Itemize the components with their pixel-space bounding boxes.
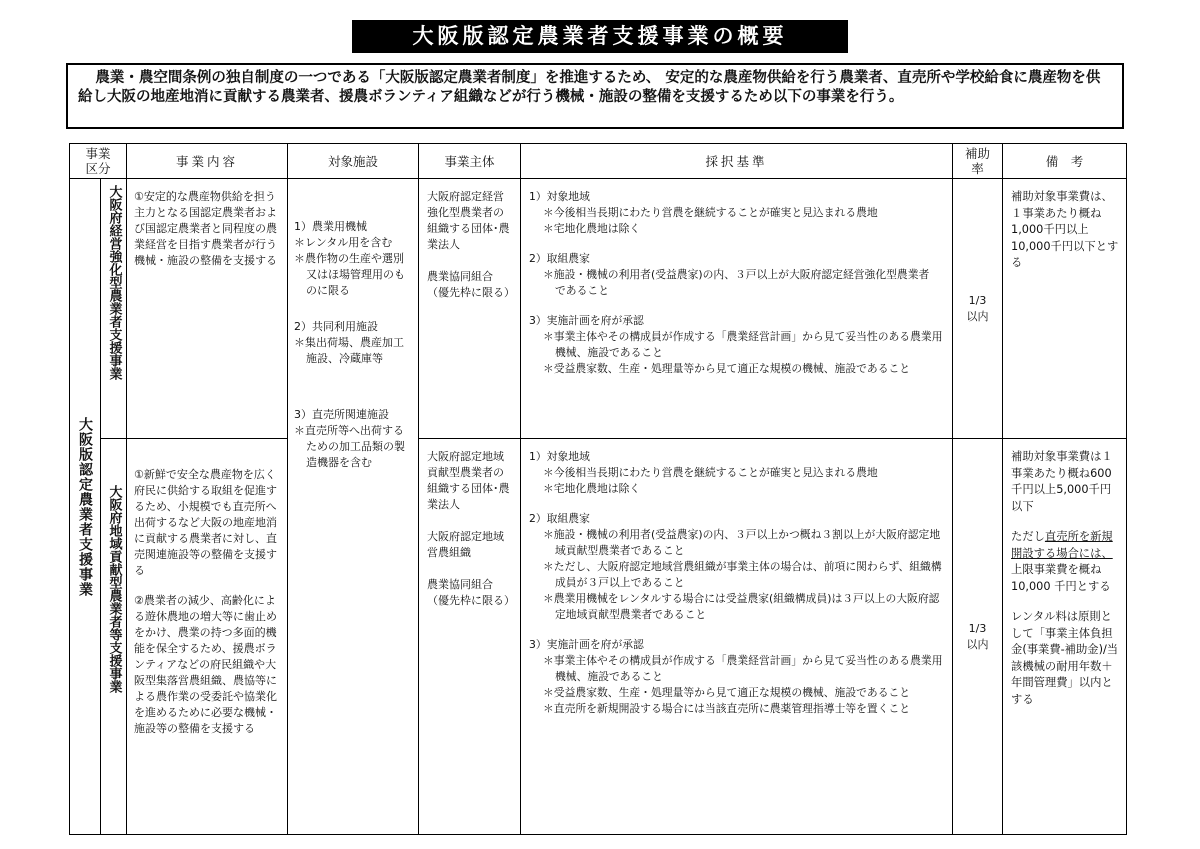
- criteria-item: ＊農業用機械をレンタルする場合には受益農家(組織構成員)は３戸以上の大阪府認定地域貢献型農業者であること: [543, 592, 940, 621]
- facility-item: ＊集出荷場、農産加工施設、冷蔵庫等: [294, 336, 405, 365]
- notes-cell: [1003, 179, 1127, 439]
- main-category-label: 大阪版認定農業者支援事業: [77, 416, 93, 597]
- facility-block: [294, 319, 413, 367]
- criteria-cell: [521, 439, 953, 835]
- intro-box: [66, 63, 1124, 129]
- notes-text: レンタル料は原則として「事業主体負担金(事業費-補助金)/当該機械の耐用年数＋年間管理費」以内とする: [1011, 610, 1119, 706]
- criteria-head: 2）取組農家: [529, 512, 590, 525]
- criteria-item: ＊宅地化農地は除く: [543, 482, 641, 495]
- notes-text: [1011, 529, 1120, 595]
- criteria-section: [529, 251, 946, 299]
- content-text: ①新鮮で安全な農産物を広く府民に供給する取組を促進するため、小規模でも直売所へ出荷するなど大阪の地産地消に貢献する農業者に対し、直売関連施設等の整備を支援する: [134, 468, 278, 577]
- criteria-head: 1）対象地域: [529, 450, 590, 463]
- criteria-section: [529, 511, 946, 623]
- entity-line: 大阪府認定地域営農組織: [427, 530, 505, 559]
- criteria-head: 1）対象地域: [529, 190, 590, 203]
- entity-cell: [419, 439, 521, 835]
- facility-item: ＊農作物の生産や選別又はほ場管理用のものに限る: [294, 252, 406, 297]
- intro-text: 農業・農空間条例の独自制度の一つである「大阪版認定農業者制度」を推進するため、 安定的な農産物供給を行う農業者、直売所や学校給食に農産物を供給し大阪の地産地消に貢献する農業者、援農ボランティア組織などが行う機械・施設の整備を支援するため以下の事業を行う。: [78, 70, 1101, 105]
- facility-title: 3）直売所関連施設: [294, 408, 390, 421]
- facility-title: 1）農業用機械: [294, 220, 368, 233]
- header-content: 事業内容: [127, 144, 288, 179]
- criteria-item: ＊施設・機械の利用者(受益農家)の内、３戸以上が大阪府認定経営強化型農業者 であること: [543, 268, 941, 297]
- content-cell: [127, 179, 288, 439]
- criteria-item: ＊宅地化農地は除く: [543, 222, 641, 235]
- criteria-head: 3）実施計画を府が承認: [529, 638, 644, 651]
- notes-text: 補助対象事業費は１事業あたり概ね600千円以上5,000千円以下: [1011, 450, 1113, 513]
- facility-item: ＊レンタル用を含む: [294, 236, 393, 249]
- header-entity: 事業主体: [419, 144, 521, 179]
- entity-line: 農業協同組合: [427, 270, 494, 283]
- header-criteria: 採択基準: [521, 144, 953, 179]
- criteria-item: ＊事業主体やその構成員が作成する「農業経営計画」から見て妥当性のある農業用機械、施設であること: [543, 330, 943, 359]
- criteria-section: [529, 189, 946, 237]
- notes-text-pre: ただし: [1011, 530, 1045, 543]
- criteria-item: ＊受益農家数、生産・処理量等から見て適正な規模の機械、施設であること: [543, 362, 911, 375]
- header-facilities: 対象施設: [288, 144, 419, 179]
- criteria-item: ＊直売所を新規開設する場合には当該直売所に農薬管理指導士等を置くこと: [543, 702, 911, 715]
- notes-text-underlined: 直売所を新規開設する場合には、: [1011, 530, 1113, 560]
- facility-block: [294, 219, 413, 299]
- subcategory-label: 大阪府経営強化型農業者支援事業: [106, 185, 122, 380]
- table-row: [70, 179, 1127, 439]
- facility-title: 2）共同利用施設: [294, 320, 379, 333]
- header-category: 事業 区分: [70, 144, 127, 179]
- rate-value: 1/3 以内: [966, 293, 989, 323]
- entity-line: 大阪府認定地域貢献型農業者の組織する団体･農業法人: [427, 450, 510, 511]
- entity-line: 大阪府認定経営強化型農業者の組織する団体･農業法人: [427, 190, 510, 251]
- content-cell: [127, 439, 288, 835]
- criteria-section: [529, 637, 946, 717]
- content-text: ①安定的な農産物供給を担う主力となる国認定農業者および国認定農業者と同程度の農業経営を目指す農業者が行う機械・施設の整備を支援する: [134, 190, 278, 267]
- table-row: [70, 439, 1127, 835]
- rate-value: 1/3 以内: [966, 621, 989, 651]
- header-notes: 備 考: [1003, 144, 1127, 179]
- subcategory-label: 大阪府地域貢献型農業者等支援事業: [106, 485, 122, 693]
- program-table: [69, 143, 1127, 835]
- rate-cell: [953, 179, 1003, 439]
- page-title: 大阪版認定農業者支援事業の概要: [352, 20, 848, 53]
- notes-cell: [1003, 439, 1127, 835]
- entity-line: （優先枠に限る）: [427, 286, 516, 299]
- main-category-cell: [70, 179, 101, 835]
- criteria-item: ＊ただし、大阪府認定地域営農組織が事業主体の場合は、前項に関わらず、組織構成員が３戸以上であること: [543, 560, 942, 589]
- criteria-item: ＊施設・機械の利用者(受益農家)の内、３戸以上かつ概ね３割以上が大阪府認定地域貢献型農業者であること: [543, 528, 941, 557]
- notes-text: 補助対象事業費は、１事業あたり概ね1,000千円以上 10,000千円以下とする: [1011, 190, 1119, 269]
- criteria-head: 3）実施計画を府が承認: [529, 314, 644, 327]
- facility-block: [294, 407, 413, 471]
- entity-line: 農業協同組合: [427, 578, 494, 591]
- criteria-item: ＊事業主体やその構成員が作成する「農業経営計画」から見て妥当性のある農業用機械、施設であること: [543, 654, 943, 683]
- facilities-cell: [288, 179, 419, 835]
- header-row: [70, 144, 1127, 179]
- content-text: ②農業者の減少、高齢化による遊休農地の増大等に歯止めをかけ、農業の持つ多面的機能を保全するため、援農ボランティアなどの府民組織や大阪型集落営農組織、農協等による農作業の受委託や協業化を進めるために必要な機械・施設等の整備を支援する: [134, 594, 278, 735]
- criteria-cell: [521, 179, 953, 439]
- facility-item: ＊直売所等へ出荷するための加工品類の製造機器を含む: [294, 424, 406, 469]
- entity-cell: [419, 179, 521, 439]
- notes-text-post: 上限事業費を概ね 10,000 千円とする: [1011, 563, 1111, 593]
- criteria-item: ＊受益農家数、生産・処理量等から見て適正な規模の機械、施設であること: [543, 686, 911, 699]
- criteria-section: [529, 449, 946, 497]
- rate-cell: [953, 439, 1003, 835]
- header-rate: 補助 率: [953, 144, 1003, 179]
- criteria-item: ＊今後相当長期にわたり営農を継続することが確実と見込まれる農地: [543, 206, 878, 219]
- criteria-head: 2）取組農家: [529, 252, 590, 265]
- criteria-item: ＊今後相当長期にわたり営農を継続することが確実と見込まれる農地: [543, 466, 878, 479]
- subcategory-cell: [101, 439, 127, 835]
- entity-line: （優先枠に限る）: [427, 594, 516, 607]
- subcategory-cell: [101, 179, 127, 439]
- criteria-section: [529, 313, 946, 377]
